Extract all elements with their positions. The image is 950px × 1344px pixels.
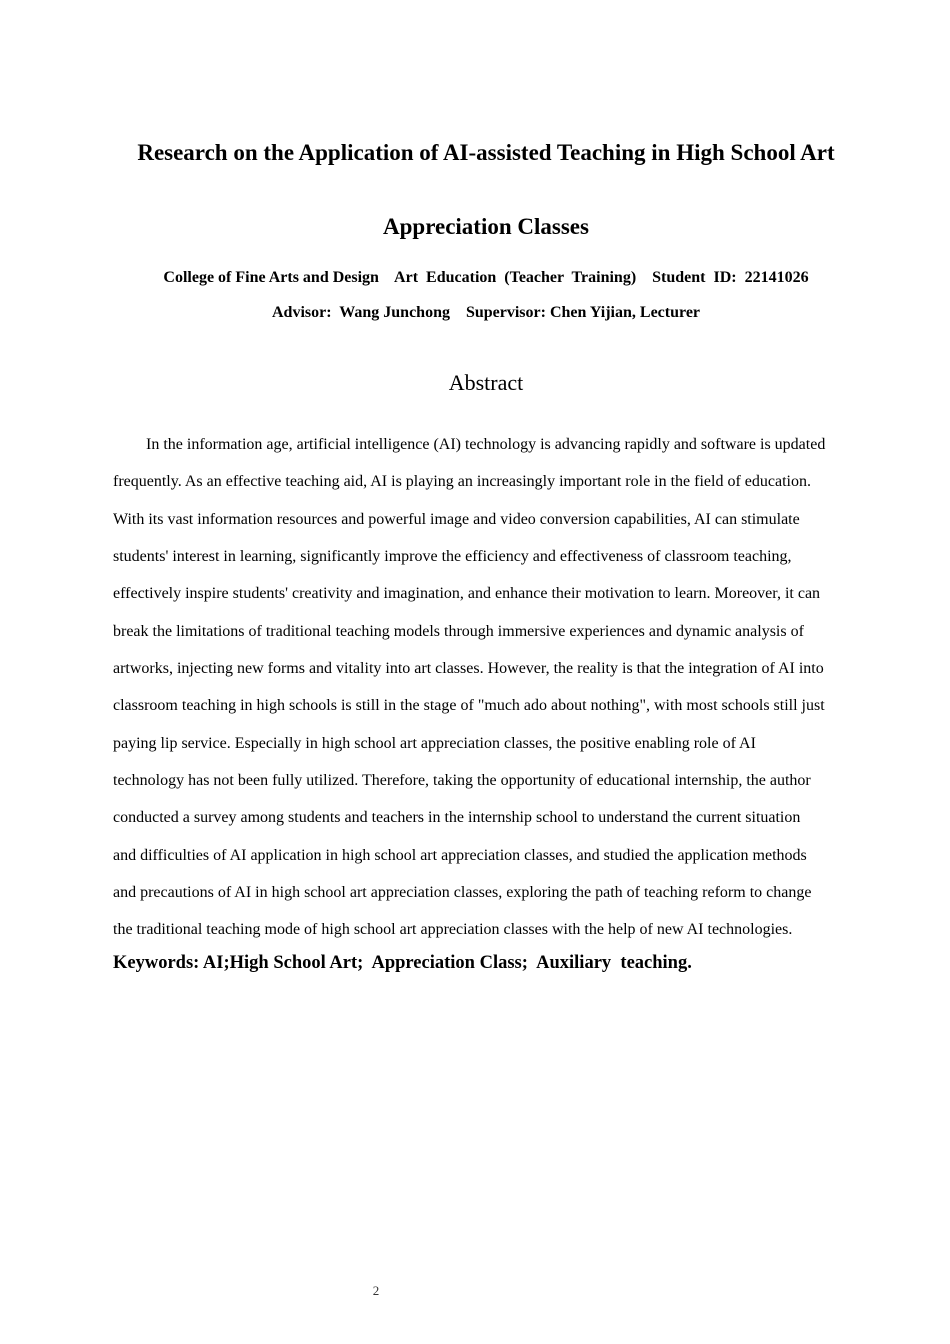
page-number: 2	[372, 1283, 380, 1298]
keywords-line: Keywords: AI;High School Art; Appreciation Class; Auxiliary teaching.	[113, 953, 692, 973]
abstract-line: and precautions of AI in high school art appreciation classes, exploring the path of teaching reform to change	[113, 884, 812, 902]
abstract-line: paying lip service. Especially in high school art appreciation classes, the positive enabling role of AI	[113, 734, 756, 752]
abstract-line: effectively inspire students' creativity and imagination, and enhance their motivation to learn. Moreover, it can	[113, 585, 821, 603]
abstract-line: In the information age, artificial intelligence (AI) technology is advancing rapidly and software is updated	[146, 436, 826, 453]
author-affiliation-line: College of Fine Arts and Design Art Education (Teacher Training) Student ID: 22141026	[163, 269, 809, 286]
abstract-line: and difficulties of AI application in high school art appreciation classes, and studied the application methods	[113, 846, 807, 864]
abstract-heading: Abstract	[448, 370, 524, 395]
abstract-body	[113, 426, 863, 949]
abstract-line: artworks, injecting new forms and vitality into art classes. However, the reality is that the integration of AI into	[113, 660, 824, 678]
advisor-supervisor-line: Advisor: Wang Junchong Supervisor: Chen Yijian, Lecturer	[271, 304, 701, 321]
abstract-line: With its vast information resources and powerful image and video conversion capabilities, AI can stimulate	[113, 510, 800, 528]
abstract-line: students' interest in learning, significantly improve the efficiency and effectiveness of classroom teaching,	[113, 548, 792, 566]
abstract-line: conducted a survey among students and teachers in the internship school to understand the current situation	[113, 809, 801, 827]
paper-title-line-1: Research on the Application of AI-assisted Teaching in High School Art	[137, 140, 835, 165]
paper-title-line-2: Appreciation Classes	[383, 214, 589, 239]
abstract-line: classroom teaching in high schools is still in the stage of "much ado about nothing", with most schools still just	[113, 697, 825, 715]
abstract-line: the traditional teaching mode of high school art appreciation classes with the help of new AI technologies.	[113, 921, 793, 939]
abstract-line: technology has not been fully utilized. Therefore, taking the opportunity of educational internship, the author	[113, 772, 811, 790]
abstract-line: frequently. As an effective teaching aid, AI is playing an increasingly important role in the field of education.	[113, 473, 811, 491]
abstract-line: break the limitations of traditional teaching models through immersive experiences and dynamic analysis of	[113, 622, 804, 640]
